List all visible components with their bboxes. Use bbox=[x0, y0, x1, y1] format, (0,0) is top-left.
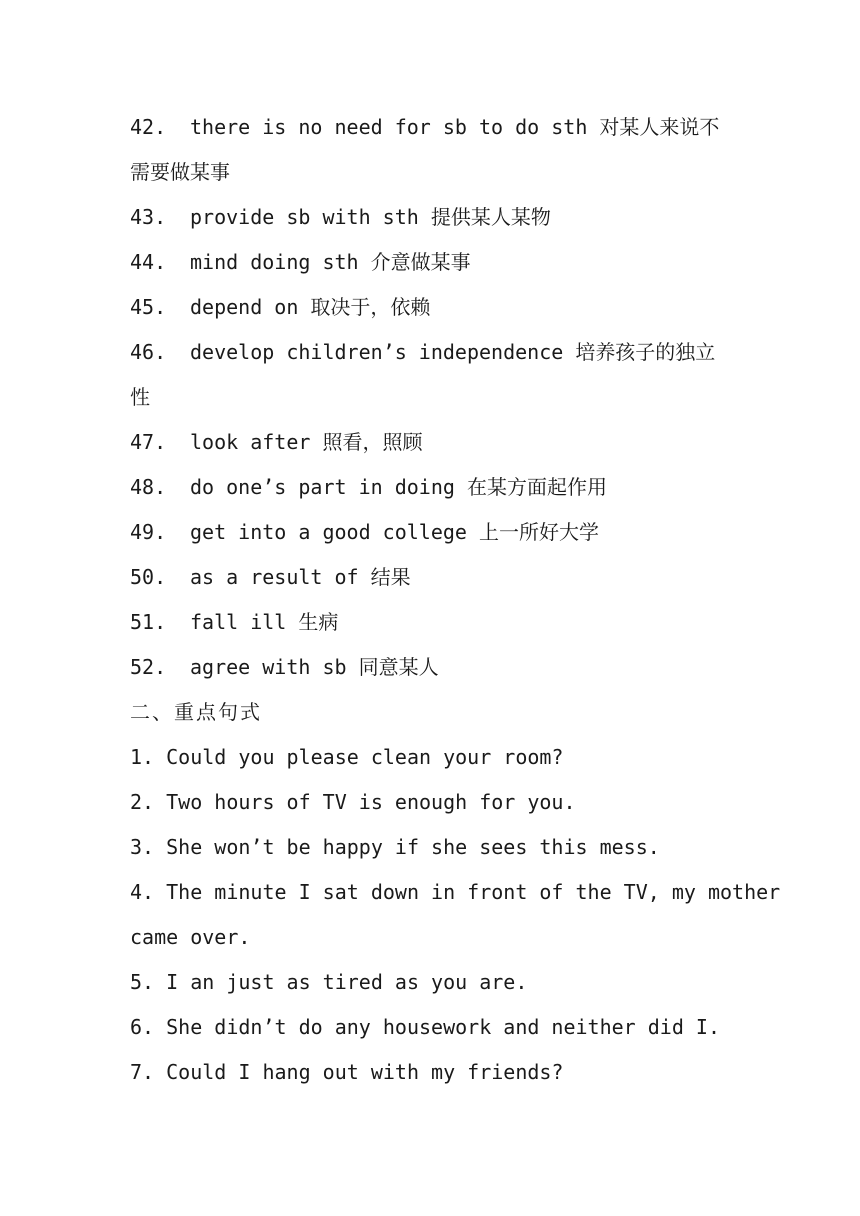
phrase-number: 42. bbox=[130, 115, 167, 139]
phrase-list bbox=[130, 105, 740, 690]
phrase-text: develop children’s independence 培养孩子的独立 bbox=[190, 340, 716, 364]
phrase-text: provide sb with sth 提供某人某物 bbox=[190, 205, 551, 229]
phrase-item-46 bbox=[130, 330, 740, 420]
phrase-item-50 bbox=[130, 555, 740, 600]
sentence-list bbox=[130, 735, 781, 1095]
sentence-item-4 bbox=[130, 870, 781, 960]
phrase-number: 51. bbox=[130, 610, 167, 634]
phrase-item-47 bbox=[130, 420, 740, 465]
phrase-item-52 bbox=[130, 645, 740, 690]
phrase-text: do one’s part in doing 在某方面起作用 bbox=[190, 475, 607, 499]
sentence-item-6: 6. She didn’t do any housework and neither did I. bbox=[130, 1015, 721, 1039]
phrase-number: 52. bbox=[130, 655, 167, 679]
phrase-text: mind doing sth 介意做某事 bbox=[190, 250, 471, 274]
phrase-number: 46. bbox=[130, 340, 167, 364]
phrase-text: agree with sb 同意某人 bbox=[190, 655, 439, 679]
document-content bbox=[130, 105, 781, 1095]
phrase-number: 44. bbox=[130, 250, 167, 274]
phrase-item-49 bbox=[130, 510, 740, 555]
sentence-text: 4. The minute I sat down in front of the TV, my mother bbox=[130, 880, 781, 904]
phrase-text: look after 照看，照顾 bbox=[190, 430, 423, 454]
sentence-item-2: 2. Two hours of TV is enough for you. bbox=[130, 790, 576, 814]
phrase-text: as a result of 结果 bbox=[190, 565, 411, 589]
phrase-text: get into a good college 上一所好大学 bbox=[190, 520, 599, 544]
phrase-number: 45. bbox=[130, 295, 167, 319]
section-heading: 二、重点句式 bbox=[130, 700, 262, 724]
sentence-text-continued: came over. bbox=[130, 925, 251, 949]
sentence-item-5: 5. I an just as tired as you are. bbox=[130, 970, 528, 994]
phrase-number: 43. bbox=[130, 205, 167, 229]
phrase-item-42 bbox=[130, 105, 740, 195]
phrase-number: 50. bbox=[130, 565, 167, 589]
phrase-number: 49. bbox=[130, 520, 167, 544]
phrase-item-51 bbox=[130, 600, 740, 645]
sentence-item-3: 3. She won’t be happy if she sees this mess. bbox=[130, 835, 660, 859]
sentence-item-1: 1. Could you please clean your room? bbox=[130, 745, 564, 769]
phrase-text-continued: 性 bbox=[130, 385, 150, 409]
phrase-number: 48. bbox=[130, 475, 167, 499]
phrase-item-45 bbox=[130, 285, 740, 330]
phrase-text-continued: 需要做某事 bbox=[130, 160, 230, 184]
phrase-item-48 bbox=[130, 465, 740, 510]
phrase-text: there is no need for sb to do sth 对某人来说不 bbox=[190, 115, 720, 139]
phrase-item-44 bbox=[130, 240, 740, 285]
phrase-text: fall ill 生病 bbox=[190, 610, 339, 634]
sentence-item-7: 7. Could I hang out with my friends? bbox=[130, 1060, 564, 1084]
phrase-item-43 bbox=[130, 195, 740, 240]
phrase-text: depend on 取决于，依赖 bbox=[190, 295, 431, 319]
phrase-number: 47. bbox=[130, 430, 167, 454]
